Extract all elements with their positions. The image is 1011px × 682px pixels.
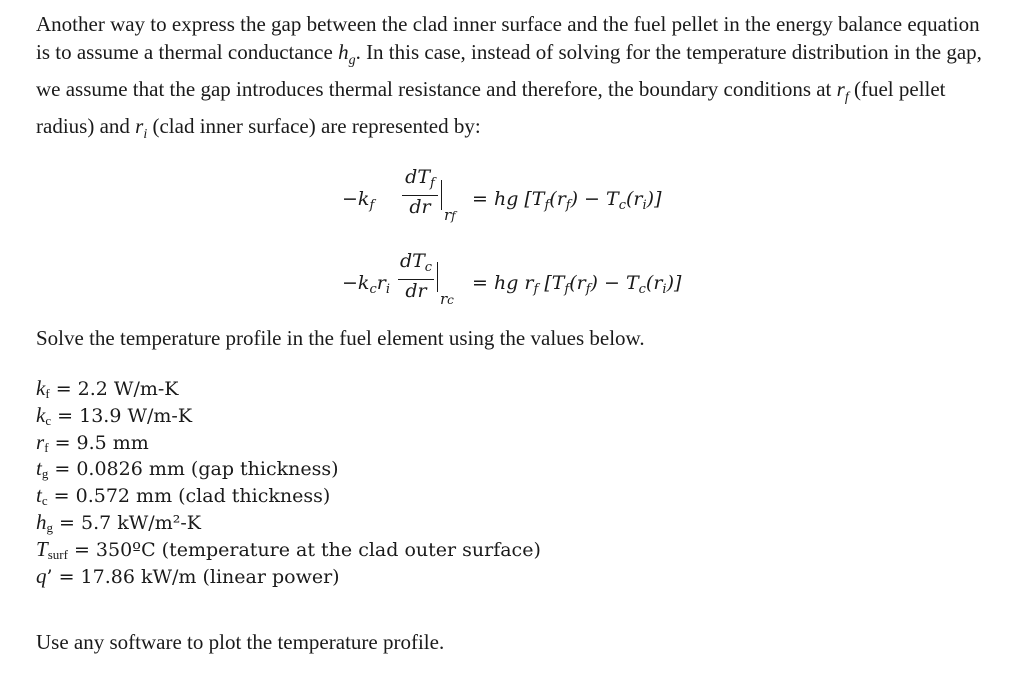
rf-symbol: $r_f$ xyxy=(836,77,849,106)
eq2-rhs: = hg $r_f$ $[T_f(r_f) - T_c(r_i)]$ xyxy=(472,272,682,297)
parameter-item: $k_f = 2.2$ W/m-K xyxy=(36,376,179,401)
eq1-derivative: $dT_f$ dr xyxy=(402,166,438,218)
eq2-eval-bar xyxy=(437,262,438,292)
intro-text-4: (clad inner surface) are represented by: xyxy=(147,114,481,139)
eq1-rhs: = hg $[T_f(r_f) - T_c(r_i)]$ xyxy=(472,188,662,213)
parameter-item: $T_{surf}$ = 350ºC (temperature at the clad outer surface) xyxy=(36,536,541,562)
hg-symbol: $h_g$ xyxy=(338,40,356,69)
parameter-item: q’ = 17.86 kW/m (linear power) xyxy=(36,563,340,588)
boundary-equation-1 xyxy=(36,166,996,230)
eq1-lhs: $-k_f$ xyxy=(342,188,375,213)
ri-symbol: $r_i$ xyxy=(135,114,148,143)
intro-paragraph xyxy=(36,10,996,150)
parameter-item: $t_g = 0.0826$ mm (gap thickness) xyxy=(36,456,339,482)
intro-text-1: Another way to express the gap between the clad inner surface and the fuel pellet in the energy balance equation is to assume a thermal conductance xyxy=(36,12,980,64)
intro-text-2: . In this case, instead of solving for the temperature distribution in the gap, we assume that the gap introduces thermal resistance and therefore, the boundary conditions at xyxy=(36,40,982,102)
parameter-item: $r_f = 9.5$ mm xyxy=(36,429,149,455)
parameter-item: $h_g = 5.7$ kW/m²-K xyxy=(36,509,201,535)
intro-text-3: (fuel pellet radius) and xyxy=(36,77,946,139)
document-page xyxy=(36,10,996,654)
eq2-eval-point: rc xyxy=(440,290,454,308)
parameter-item: $k_c = 13.9$ W/m-K xyxy=(36,402,193,428)
parameter-item: $t_c = 0.572$ mm (clad thickness) xyxy=(36,483,331,509)
eq2-lhs: $-k_cr_i$ xyxy=(342,272,390,297)
parameter-list xyxy=(36,376,541,590)
solve-instruction: Solve the temperature profile in the fuel element using the values below. xyxy=(36,326,645,350)
boundary-equation-2 xyxy=(36,248,996,312)
plot-instruction: Use any software to plot the temperature profile. xyxy=(36,630,445,654)
eq1-eval-point: rf xyxy=(444,206,456,224)
eq2-derivative: $dT_c$ dr xyxy=(399,250,433,302)
eq1-eval-bar xyxy=(441,180,442,210)
